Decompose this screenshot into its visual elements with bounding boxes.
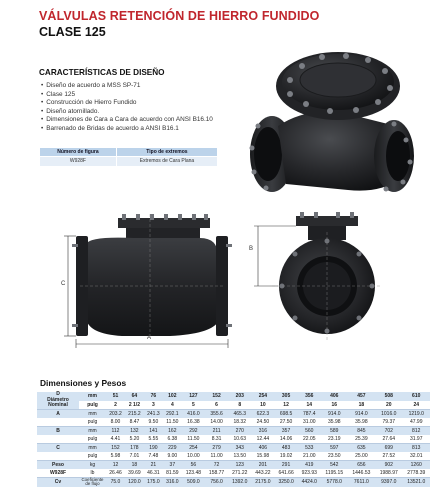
value-cell: 123.48	[185, 469, 202, 476]
value-cell: 12	[106, 460, 125, 469]
value-cell: 39.69	[128, 469, 141, 476]
value-cell: 1392.0	[228, 477, 251, 487]
feature-item: • Diseño atornillado.	[41, 108, 213, 117]
features-list	[41, 82, 213, 134]
unit-cell: pulg	[87, 435, 98, 442]
value-cell: 1260	[402, 460, 430, 469]
value-cell: 923.93	[301, 469, 317, 476]
size-cell: 10	[260, 401, 266, 408]
dimension-label-c: C	[61, 281, 66, 287]
value-cell: 79.37	[382, 418, 396, 425]
dimensions-table	[37, 392, 430, 487]
unit-cell: Coeficiente de flujo	[79, 477, 106, 487]
size-cell: 8	[238, 401, 242, 408]
value-cell: 2175.0	[251, 477, 274, 487]
value-cell: 37	[163, 460, 182, 469]
value-cell: 1195.15	[325, 469, 344, 476]
size-cell: 24	[413, 401, 419, 408]
value-cell: 465.3	[228, 409, 251, 418]
value-cell: 812	[402, 426, 430, 435]
value-cell: 533	[298, 443, 321, 452]
value-cell: 9.00	[167, 452, 178, 459]
diameter-header: D Diámetro Nominal	[47, 391, 69, 409]
value-cell: 13521.0	[402, 477, 430, 487]
table-row	[37, 443, 430, 452]
dimension-label-a: A	[147, 335, 152, 341]
value-cell: 56	[182, 460, 205, 469]
value-cell: 416.0	[182, 409, 205, 418]
table-row	[37, 435, 430, 444]
value-cell: 635	[348, 443, 375, 452]
value-cell: 1988.97	[379, 469, 398, 476]
size-cell: 51	[112, 393, 119, 400]
value-cell: 203.2	[106, 409, 125, 418]
value-cell: 112	[106, 426, 125, 435]
table-row	[37, 460, 430, 469]
size-cell: 203	[235, 393, 244, 400]
row-label: A	[37, 409, 79, 418]
table-row	[37, 392, 430, 401]
value-cell: 11.00	[210, 452, 223, 459]
unit-cell: pulg	[87, 418, 98, 425]
value-cell: 11.50	[166, 418, 179, 425]
value-cell: 120.0	[125, 477, 144, 487]
value-cell: 4424.0	[298, 477, 321, 487]
value-cell: 9397.0	[375, 477, 402, 487]
size-cell: 6	[215, 401, 218, 408]
size-cell: 12	[283, 401, 289, 408]
value-cell: 18	[125, 460, 144, 469]
value-cell: 152	[106, 443, 125, 452]
value-cell: 3250.0	[275, 477, 298, 487]
value-cell: 81.59	[166, 469, 179, 476]
value-cell: 21.00	[303, 452, 316, 459]
value-cell: 845	[348, 426, 375, 435]
value-cell: 178	[125, 443, 144, 452]
value-cell: 13.50	[233, 452, 246, 459]
value-cell: 8.31	[211, 435, 222, 442]
value-cell: 270	[228, 426, 251, 435]
value-cell: 589	[321, 426, 348, 435]
value-cell: 12.44	[256, 435, 270, 442]
value-cell: 31.00	[303, 418, 316, 425]
value-cell: 201	[251, 460, 274, 469]
figure-table	[40, 148, 218, 166]
value-cell: 8.00	[110, 418, 121, 425]
size-cell: 457	[357, 393, 366, 400]
value-cell: 229	[163, 443, 182, 452]
dimensions-table-body	[37, 409, 430, 487]
value-cell: 5.98	[110, 452, 121, 459]
value-cell: 158.77	[208, 469, 225, 476]
value-cell: 698.5	[275, 409, 298, 418]
value-cell: 5778.0	[321, 477, 348, 487]
size-cell: 102	[168, 393, 177, 400]
value-cell: 292	[182, 426, 205, 435]
size-cell: 305	[281, 393, 291, 400]
value-cell: 9.50	[148, 418, 159, 425]
feature-item: • Barrenado de Bridas de acuerdo a ANSI B16.1	[41, 125, 213, 134]
value-cell: 75.0	[106, 477, 125, 487]
size-cell: 5	[192, 401, 195, 408]
row-label: Cv	[37, 477, 79, 487]
value-cell: 622.3	[251, 409, 274, 418]
size-cell: 4	[170, 401, 174, 408]
value-cell: 23.50	[328, 452, 341, 459]
value-cell: 215.2	[125, 409, 144, 418]
table-row	[37, 426, 430, 435]
value-cell: 25.00	[355, 452, 368, 459]
value-cell: 190	[144, 443, 163, 452]
table-row	[37, 409, 430, 418]
value-cell: 597	[321, 443, 348, 452]
size-cell: 14	[306, 401, 313, 408]
feature-item: • Construcción de Hierro Fundido	[41, 99, 213, 108]
size-cell: 610	[412, 393, 421, 400]
value-cell: 72	[205, 460, 228, 469]
value-cell: 292.1	[163, 409, 182, 418]
value-cell: 699	[375, 443, 402, 452]
table-row	[37, 401, 430, 410]
value-cell: 14.06	[279, 435, 293, 442]
value-cell: 1446.53	[352, 469, 371, 476]
value-cell: 24.50	[256, 418, 270, 425]
value-cell: 1016.0	[375, 409, 402, 418]
value-cell: 4.41	[110, 435, 121, 442]
page-title: VÁLVULAS RETENCIÓN DE HIERRO FUNDIDO	[39, 9, 320, 23]
table-row	[40, 156, 218, 166]
value-cell: 560	[298, 426, 321, 435]
value-cell: 241.3	[144, 409, 163, 418]
row-label: B	[37, 426, 79, 435]
value-cell: 6.38	[167, 435, 178, 442]
value-cell: 8.47	[129, 418, 140, 425]
size-cell: 406	[330, 393, 339, 400]
size-cell: 2 1/2	[128, 401, 140, 408]
size-cell: 2	[114, 401, 117, 408]
value-cell: 406	[251, 443, 274, 452]
value-cell: 1219.0	[402, 409, 430, 418]
unit-cell: mm	[79, 426, 106, 435]
value-cell: 11.50	[187, 435, 200, 442]
table-row	[37, 469, 430, 478]
value-cell: 16.38	[187, 418, 200, 425]
table-row	[37, 477, 430, 487]
size-cell: 3	[151, 401, 155, 408]
value-cell: 211	[205, 426, 228, 435]
value-cell: 7611.0	[348, 477, 375, 487]
value-cell: 19.02	[279, 452, 293, 459]
value-cell: 14.00	[210, 418, 223, 425]
value-cell: 27.64	[382, 435, 396, 442]
size-cell: 356	[305, 393, 314, 400]
value-cell: 2778.39	[407, 469, 426, 476]
value-cell: 656	[348, 460, 375, 469]
value-cell: 279	[205, 443, 228, 452]
page-subtitle: CLASE 125	[39, 25, 106, 39]
value-cell: 5.20	[129, 435, 140, 442]
value-cell: 35.98	[355, 418, 368, 425]
feature-item: • Dimensiones de Cara a Cara de acuerdo con ANSI B16.10	[41, 116, 213, 125]
row-label	[37, 452, 79, 461]
value-cell: 10.00	[187, 452, 200, 459]
value-cell: 7.01	[129, 452, 140, 459]
value-cell: 641.66	[278, 469, 294, 476]
value-cell: 10.63	[233, 435, 246, 442]
valve-isometric-illustration	[238, 44, 426, 199]
value-cell: 902	[375, 460, 402, 469]
value-cell: 419	[298, 460, 321, 469]
value-cell: 21	[144, 460, 163, 469]
value-cell: 509.0	[182, 477, 205, 487]
size-cell: 254	[258, 393, 268, 400]
value-cell: 5.55	[148, 435, 159, 442]
row-label: C	[37, 443, 79, 452]
value-cell: 27.50	[279, 418, 293, 425]
row-label	[37, 418, 79, 427]
value-cell: 35.98	[328, 418, 341, 425]
figure-table-header: Número de figura	[40, 148, 116, 156]
value-cell: 47.99	[409, 418, 423, 425]
figure-number: W928F	[40, 156, 116, 166]
value-cell: 914.0	[321, 409, 348, 418]
value-cell: 443.22	[255, 469, 271, 476]
size-cell: 508	[384, 393, 393, 400]
feature-item: • Diseño de acuerdo a MSS SP-71	[41, 82, 213, 91]
value-cell: 32.01	[409, 452, 423, 459]
value-cell: 141	[144, 426, 163, 435]
size-cell: 20	[385, 401, 392, 408]
end-type: Extremos de Cara Plana	[116, 156, 217, 166]
value-cell: 355.6	[205, 409, 228, 418]
row-label	[37, 435, 79, 444]
unit-cell: mm	[79, 409, 106, 418]
dimensions-title: Dimensiones y Pesos	[40, 378, 127, 388]
value-cell: 46.31	[147, 469, 160, 476]
value-cell: 357	[275, 426, 298, 435]
valve-front-elevation	[252, 212, 402, 342]
value-cell: 18.32	[233, 418, 246, 425]
value-cell: 343	[228, 443, 251, 452]
value-cell: 316	[251, 426, 274, 435]
value-cell: 702	[375, 426, 402, 435]
value-cell: 542	[321, 460, 348, 469]
value-cell: 914.0	[348, 409, 375, 418]
value-cell: 132	[125, 426, 144, 435]
table-row	[37, 418, 430, 427]
row-label: Peso	[37, 460, 79, 469]
value-cell: 26.46	[109, 469, 122, 476]
value-cell: 25.39	[355, 435, 368, 442]
dimension-label-b: B	[249, 246, 254, 252]
value-cell: 31.97	[409, 435, 423, 442]
unit-cell: lb	[90, 469, 95, 476]
value-cell: 787.4	[298, 409, 321, 418]
value-cell: 175.0	[144, 477, 163, 487]
value-cell: 123	[228, 460, 251, 469]
unit-cell: pulg	[87, 401, 98, 408]
size-cell: 16	[331, 401, 338, 408]
value-cell: 316.0	[163, 477, 182, 487]
value-cell: 254	[182, 443, 205, 452]
value-cell: 483	[275, 443, 298, 452]
value-cell: 27.52	[382, 452, 396, 459]
feature-item: • Clase 125	[41, 91, 213, 100]
value-cell: 813	[402, 443, 430, 452]
value-cell: 271.22	[232, 469, 248, 476]
value-cell: 162	[163, 426, 182, 435]
value-cell: 291	[275, 460, 298, 469]
value-cell: 756.0	[205, 477, 228, 487]
size-cell: 76	[150, 393, 157, 400]
value-cell: 7.48	[148, 452, 159, 459]
row-label: W928F	[49, 469, 67, 476]
unit-cell: mm	[88, 393, 97, 400]
unit-cell: mm	[79, 443, 106, 452]
size-cell: 64	[131, 393, 138, 400]
value-cell: 23.19	[328, 435, 341, 442]
unit-cell: kg	[79, 460, 106, 469]
value-cell: 22.05	[303, 435, 316, 442]
unit-cell: pulg	[87, 452, 98, 459]
size-cell: 18	[358, 401, 365, 408]
value-cell: 15.98	[256, 452, 270, 459]
table-row	[37, 452, 430, 461]
size-cell: 152	[212, 393, 221, 400]
size-cell: 127	[189, 393, 198, 400]
features-heading: CARACTERÍSTICAS DE DISEÑO	[39, 68, 165, 77]
figure-table-header: Tipo de extremos	[116, 148, 217, 156]
